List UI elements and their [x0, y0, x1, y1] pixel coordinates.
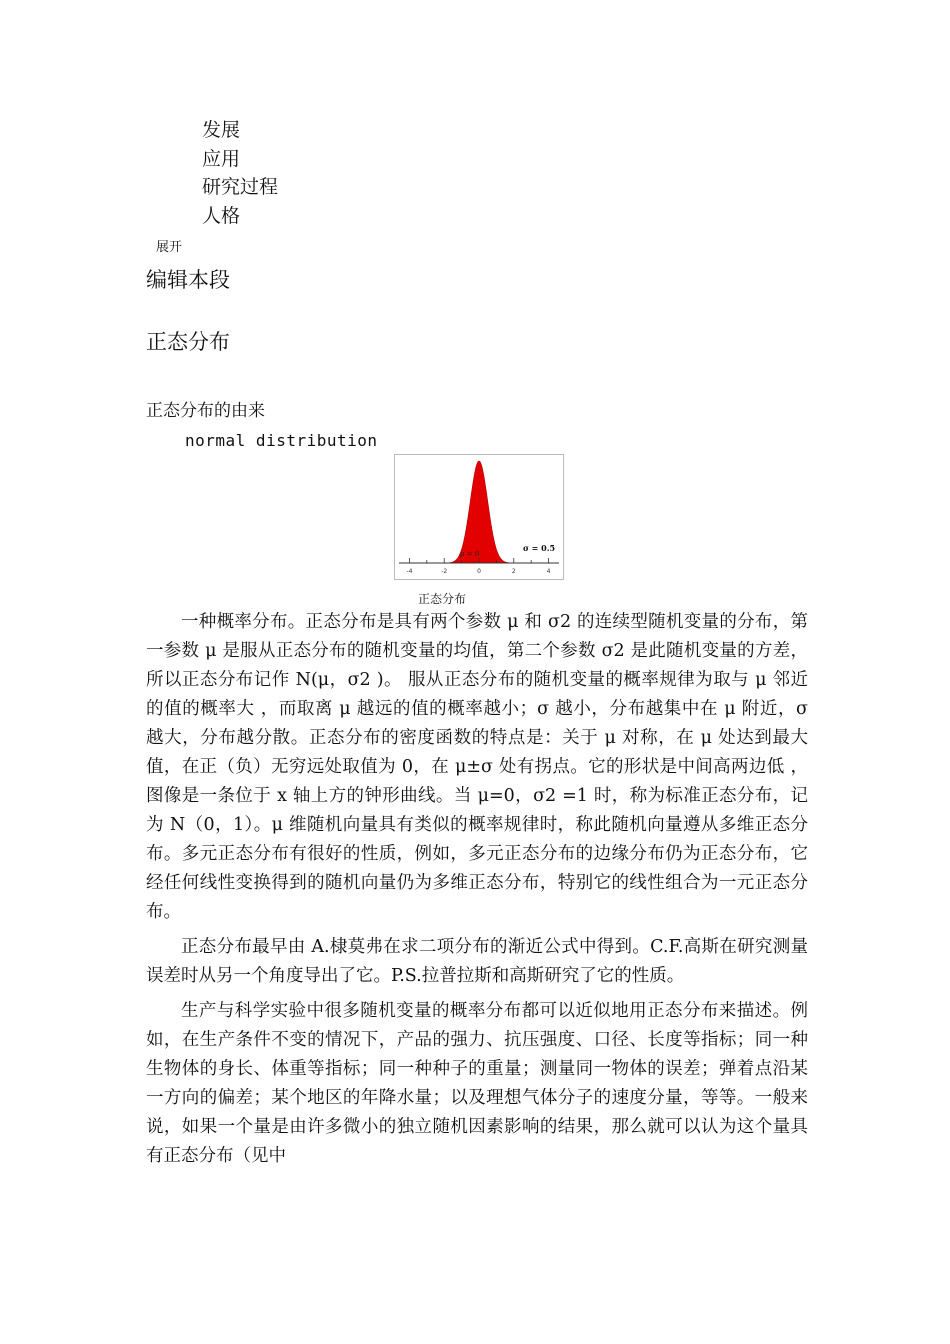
paragraph: 生产与科学实验中很多随机变量的概率分布都可以近似地用正态分布来描述。例如，在生产条件不变的情况下，产品的强力、抗压强度、口径、长度等指标；同一种生物体的身长、体重等指标；同一种种子的重量；测量同一物体的误差；弹着点沿某一方向的偏差；某个地区的年降水量；以及理想气体分子的速度分量，等等。一般来说，如果一个量是由许多微小的独立随机因素影响的结果，那么就可以认为这个量具有正态分布（见中	[146, 1001, 808, 1166]
toc-item-personality[interactable]: 人格	[202, 204, 241, 227]
sigma-label: σ = 0.5	[523, 543, 556, 553]
subsection-title: 正态分布的由来	[146, 401, 265, 421]
english-term: normal distribution	[185, 431, 378, 450]
toc-item-research-process[interactable]: 研究过程	[202, 176, 279, 198]
article-body	[146, 608, 808, 1177]
toc-item-application[interactable]: 应用	[202, 147, 241, 170]
tick-label: 4	[546, 568, 551, 575]
bell-curve-plot	[395, 455, 563, 579]
tick-label: -2	[441, 568, 448, 575]
figure-caption: 正态分布	[418, 592, 467, 606]
expand-link[interactable]: 展开	[156, 240, 183, 255]
normal-distribution-figure	[394, 454, 564, 580]
mu-label: μ = 0	[460, 550, 480, 558]
tick-label: 2	[511, 568, 516, 575]
tick-label: 0	[477, 568, 481, 575]
toc-item-development[interactable]: 发展	[202, 119, 241, 141]
table-of-contents	[202, 116, 278, 230]
edit-section-link[interactable]: 编辑本段	[146, 268, 230, 292]
section-title: 正态分布	[146, 330, 230, 354]
tick-label: -4	[406, 568, 413, 575]
bell-curve	[441, 461, 518, 563]
paragraph: 正态分布最早由 A.棣莫弗在求二项分布的渐近公式中得到。C.F.高斯在研究测量误差时从另一个角度导出了它。P.S.拉普拉斯和高斯研究了它的性质。	[146, 937, 808, 986]
paragraph: 一种概率分布。正态分布是具有两个参数 μ 和 σ2 的连续型随机变量的分布，第一参数 μ 是服从正态分布的随机变量的均值，第二个参数 σ2 是此随机变量的方差，所以正态分布记作 N(μ，σ2 )。 服从正态分布的随机变量的概率规律为取与 μ 邻近的值的概率大 ，而取离 μ 越远的值的概率越小；σ 越小，分布越集中在 μ 附近，σ 越大，分布越分散。正态分布的密度函数的特点是：关于 μ 对称，在 μ 处达到最大值，在正（负）无穷远处取值为 0，在 μ±σ 处有拐点。它的形状是中间高两边低 ，图像是一条位于 x 轴上方的钟形曲线。当 μ=0，σ2 =1 时，称为标准正态分布，记为 N（0，1）。μ 维随机向量具有类似的概率规律时，称此随机向量遵从多维正态分布。多元正态分布有很好的性质，例如，多元正态分布的边缘分布仍为正态分布，它经任何线性变换得到的随机向量仍为多维正态分布，特别它的线性组合为一元正态分布。	[146, 612, 808, 922]
